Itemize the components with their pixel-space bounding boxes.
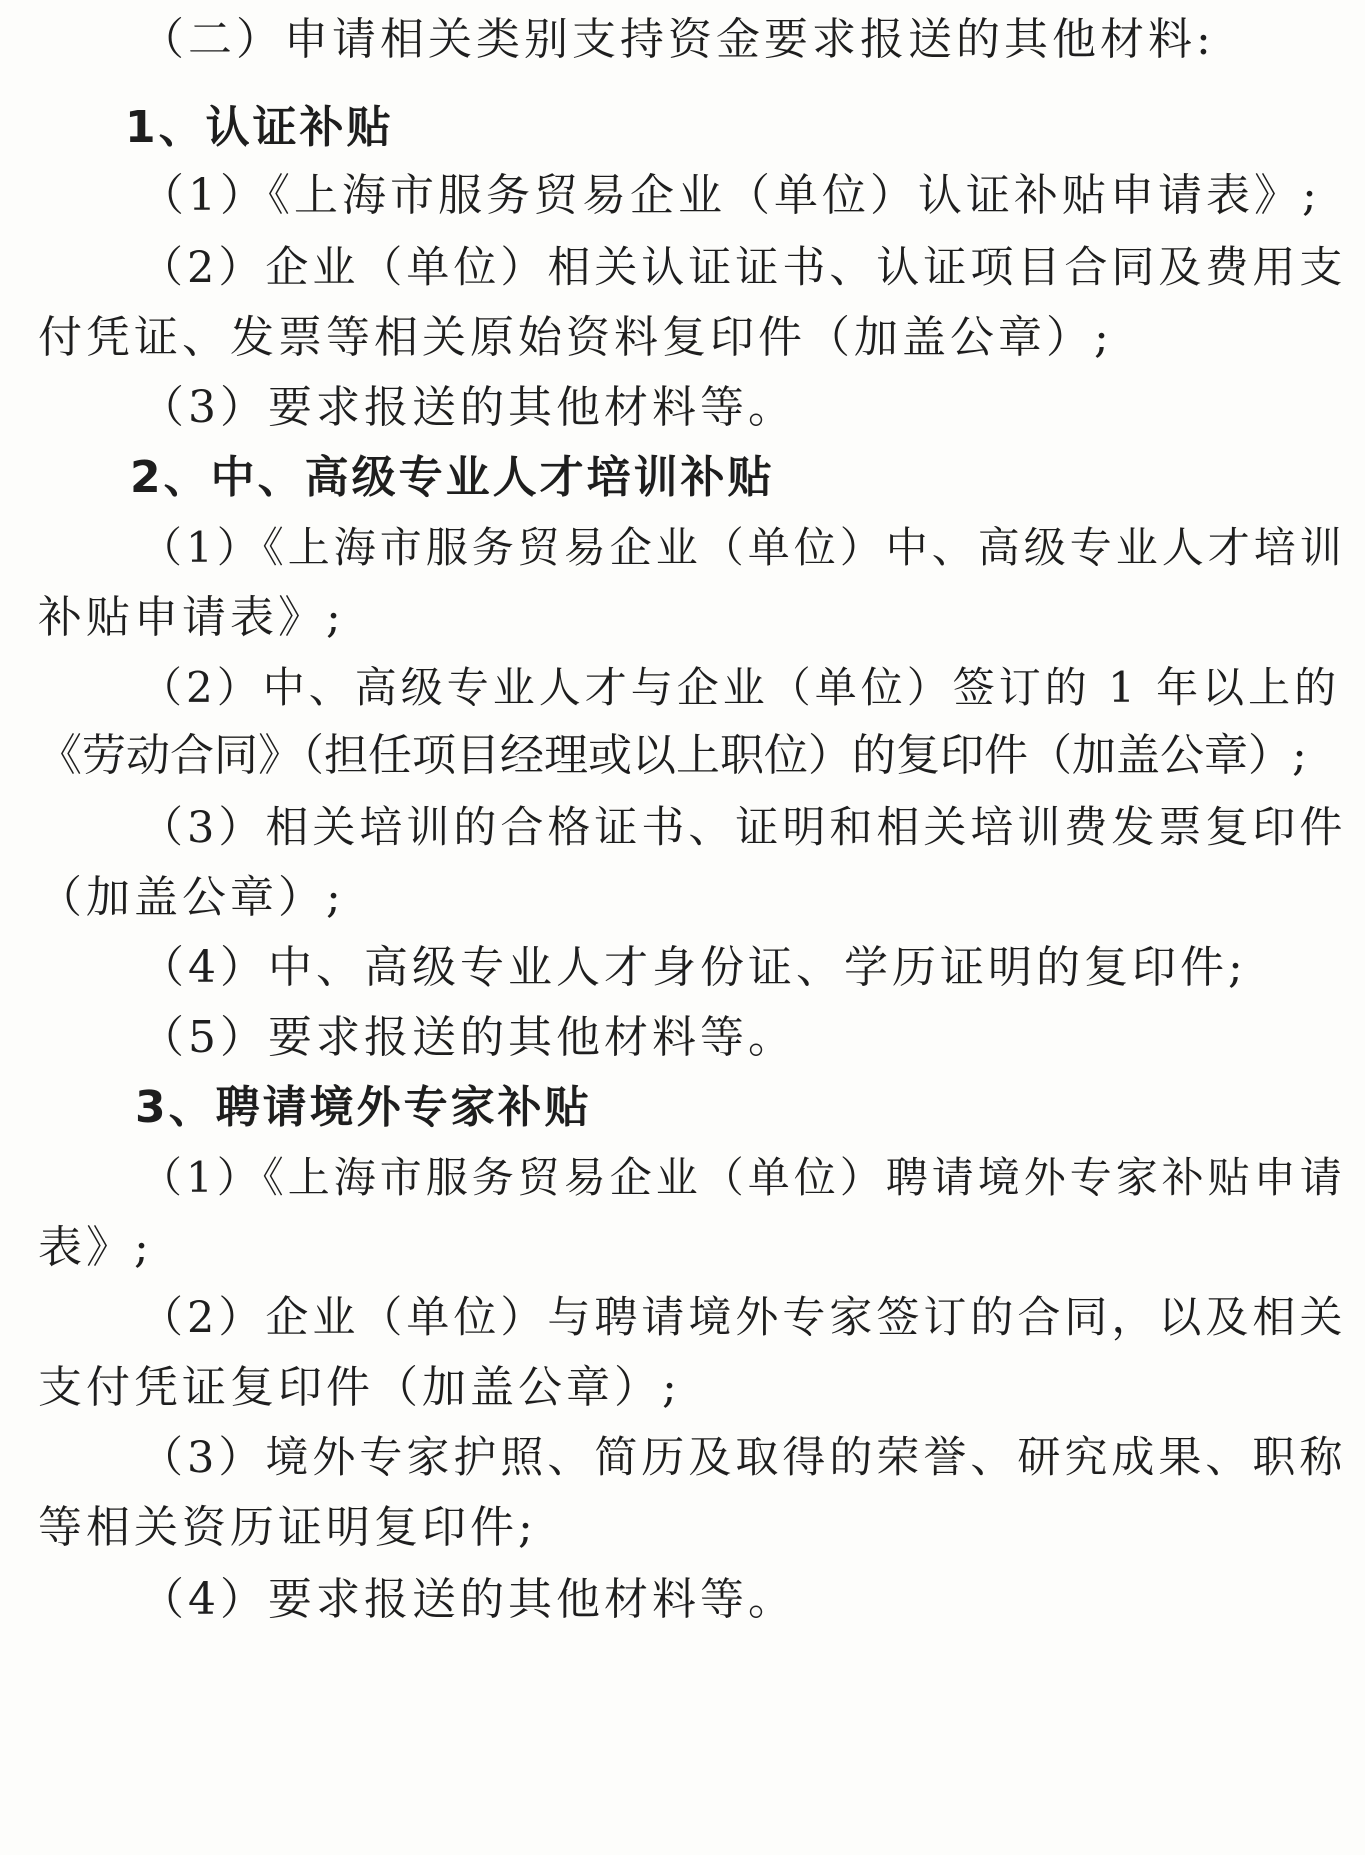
list-item-line: （4）要求报送的其他材料等。 bbox=[140, 1574, 796, 1625]
list-item-line: （1）《上海市服务贸易企业（单位）中、高级专业人才培训 bbox=[140, 523, 1346, 572]
list-item-line: 补贴申请表》; bbox=[38, 592, 345, 643]
list-item-line: （3）要求报送的其他材料等。 bbox=[140, 382, 796, 433]
category-heading-certification: 1、认证补贴 bbox=[125, 102, 394, 153]
list-item-line: （3）相关培训的合格证书、证明和相关培训费发票复印件 bbox=[140, 803, 1347, 853]
list-item-line: （加盖公章）; bbox=[38, 872, 345, 923]
list-item-line: 支付凭证复印件（加盖公章）; bbox=[38, 1362, 681, 1413]
section-title: （二）申请相关类别支持资金要求报送的其他材料: bbox=[140, 14, 1215, 65]
list-item-line: （5）要求报送的其他材料等。 bbox=[140, 1012, 796, 1063]
list-item-line: （3）境外专家护照、简历及取得的荣誉、研究成果、职称 bbox=[140, 1433, 1347, 1483]
list-item-line: （2）企业（单位）与聘请境外专家签订的合同，以及相关 bbox=[140, 1293, 1347, 1343]
list-item-line: （1）《上海市服务贸易企业（单位）认证补贴申请表》; bbox=[140, 170, 1321, 221]
list-item-line: （2）企业（单位）相关认证证书、认证项目合同及费用支 bbox=[140, 243, 1347, 293]
category-heading-foreign-experts: 3、聘请境外专家补贴 bbox=[135, 1082, 592, 1133]
list-item-line: （2）中、高级专业人才与企业（单位）签订的 1 年以上的 bbox=[140, 663, 1341, 712]
list-item-line: 表》; bbox=[38, 1222, 153, 1273]
list-item-line: 付凭证、发票等相关原始资料复印件（加盖公章）; bbox=[38, 312, 1113, 363]
category-heading-talent-training: 2、中、高级专业人才培训补贴 bbox=[130, 452, 775, 503]
list-item-line: 《劳动合同》（担任项目经理或以上职位）的复印件（加盖公章）; bbox=[38, 730, 1307, 781]
list-item-line: 等相关资历证明复印件; bbox=[38, 1502, 537, 1553]
list-item-line: （1）《上海市服务贸易企业（单位）聘请境外专家补贴申请 bbox=[140, 1153, 1346, 1202]
list-item-line: （4）中、高级专业人才身份证、学历证明的复印件; bbox=[140, 942, 1247, 993]
